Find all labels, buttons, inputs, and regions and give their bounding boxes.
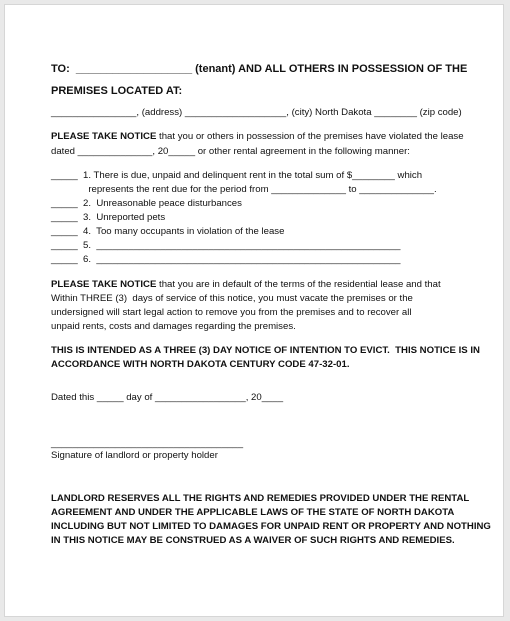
violation-line-6: _____ 6. _________________________________________________________ [51,254,401,265]
header-line-1: TO: ___________________ (tenant) AND ALL OTHERS IN POSSESSION OF THE [51,63,468,75]
notice-2-line-4: unpaid rents, costs and damages regarding the premises. [51,321,296,332]
notice-1-line-2: dated ______________, 20_____ or other rental agreement in the following manner: [51,146,410,157]
reserves-line-2: AGREEMENT AND UNDER THE APPLICABLE LAWS OF THE STATE OF NORTH DAKOTA [51,507,455,518]
violation-line-1: _____ 1. There is due, unpaid and delinquent rent in the total sum of $________ which [51,170,423,181]
violation-line-1-cont: represents the rent due for the period from ______________ to ______________. [51,184,437,195]
notice-1-lead: PLEASE TAKE NOTICE [51,131,157,142]
signature-label: Signature of landlord or property holder [51,450,218,461]
document-page [4,4,504,617]
signature-line: ____________________________________ [51,438,244,449]
notice-2-line-1 [51,278,441,291]
header-line-2: PREMISES LOCATED AT: [51,85,183,97]
intent-line-2: ACCORDANCE WITH NORTH DAKOTA CENTURY CODE 47-32-01. [51,359,350,370]
intent-line-1: THIS IS INTENDED AS A THREE (3) DAY NOTICE OF INTENTION TO EVICT. THIS NOTICE IS IN [51,345,480,356]
notice-1-rest: that you or others in possession of the premises have violated the lease [156,131,464,142]
violation-line-5: _____ 5. _________________________________________________________ [51,240,401,251]
violation-line-2: _____ 2. Unreasonable peace disturbances [51,198,242,209]
notice-2-rest: that you are in default of the terms of the residential lease and that [156,279,441,290]
notice-2-line-2: Within THREE (3) days of service of this notice, you must vacate the premises or the [51,293,413,304]
violation-line-4: _____ 4. Too many occupants in violation of the lease [51,226,285,237]
violation-line-3: _____ 3. Unreported pets [51,212,166,223]
notice-2-line-3: undersigned will start legal action to remove you from the premises and to recover all [51,307,412,318]
notice-2-lead: PLEASE TAKE NOTICE [51,279,157,290]
address-line: ________________, (address) ___________________, (city) North Dakota ________ (zip code) [51,107,462,118]
reserves-line-4: IN THIS NOTICE MAY BE CONSTRUED AS A WAIVER OF SUCH RIGHTS AND REMEDIES. [51,535,455,546]
reserves-line-1: LANDLORD RESERVES ALL THE RIGHTS AND REMEDIES PROVIDED UNDER THE RENTAL [51,493,470,504]
reserves-line-3: INCLUDING BUT NOT LIMITED TO DAMAGES FOR UNPAID RENT OR PROPERTY AND NOTHING [51,521,491,532]
dated-line: Dated this _____ day of _________________, 20____ [51,392,284,403]
notice-1-line-1 [51,130,464,143]
